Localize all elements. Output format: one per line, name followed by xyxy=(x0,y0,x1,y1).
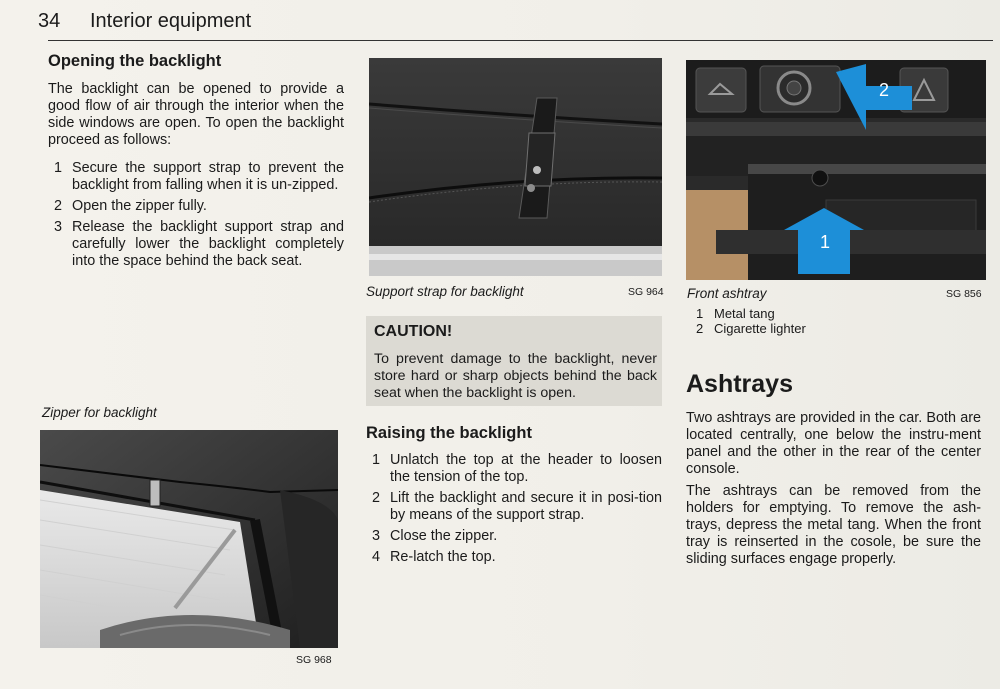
callout-1-label: 1 xyxy=(820,232,831,252)
raising-steps xyxy=(366,452,662,570)
legend-item: 1 Metal tang xyxy=(696,306,775,321)
zipper-caption: Zipper for backlight xyxy=(42,405,157,420)
ashtrays-para1: Two ashtrays are provided in the car. Both are located centrally, one below the instru-ment panel and the other in the rear of the center console. xyxy=(686,410,981,477)
opening-step: 2 Open the zipper fully. xyxy=(54,198,207,214)
header-rule xyxy=(48,40,993,41)
page-section-title: Interior equipment xyxy=(90,10,252,32)
zipper-photo xyxy=(40,430,338,648)
strap-code: SG 964 xyxy=(628,286,664,298)
ashtray-legend xyxy=(690,306,950,336)
strap-photo xyxy=(369,58,662,276)
opening-intro: The backlight can be opened to provide a good flow of air through the interior when the side windows are open. To open the backlight proceed as follows: xyxy=(48,81,344,148)
ashtrays-para2: The ashtrays can be removed from the holders for emptying. To remove the ash-trays, depress the metal tang. When the front tray is reinserted in the cosole, be sure the sliding surfaces engage properly. xyxy=(686,483,981,567)
raising-step: 2 Lift the backlight and secure it in posi-tion by means of the support strap. xyxy=(372,490,662,523)
raising-step: 3 Close the zipper. xyxy=(372,528,498,544)
ashtray-caption: Front ashtray xyxy=(687,286,767,301)
opening-step: 3 Release the backlight support strap and carefully lower the backlight completely into the space behind the back seat. xyxy=(54,219,344,269)
ashtrays-heading: Ashtrays xyxy=(686,370,793,398)
caution-text: To prevent damage to the backlight, never store hard or sharp objects behind the back seat when the backlight is open. xyxy=(374,351,657,401)
raising-heading: Raising the backlight xyxy=(366,424,532,442)
caution-title: CAUTION! xyxy=(374,323,453,340)
opening-step: 1 Secure the support strap to prevent the backlight from falling when it is un-zipped. xyxy=(54,160,344,193)
strap-caption: Support strap for backlight xyxy=(366,284,524,299)
opening-steps xyxy=(48,160,344,274)
zipper-code: SG 968 xyxy=(296,654,332,666)
raising-step: 1 Unlatch the top at the header to loosen the tension of the top. xyxy=(372,452,662,485)
ashtray-photo xyxy=(686,60,986,280)
page-number: 34 xyxy=(38,10,61,32)
ashtray-code: SG 856 xyxy=(946,288,982,300)
callout-2-label: 2 xyxy=(879,80,890,100)
caution-box xyxy=(366,316,662,406)
raising-step: 4 Re-latch the top. xyxy=(372,549,496,565)
legend-item: 2 Cigarette lighter xyxy=(696,321,806,336)
opening-heading: Opening the backlight xyxy=(48,52,222,70)
